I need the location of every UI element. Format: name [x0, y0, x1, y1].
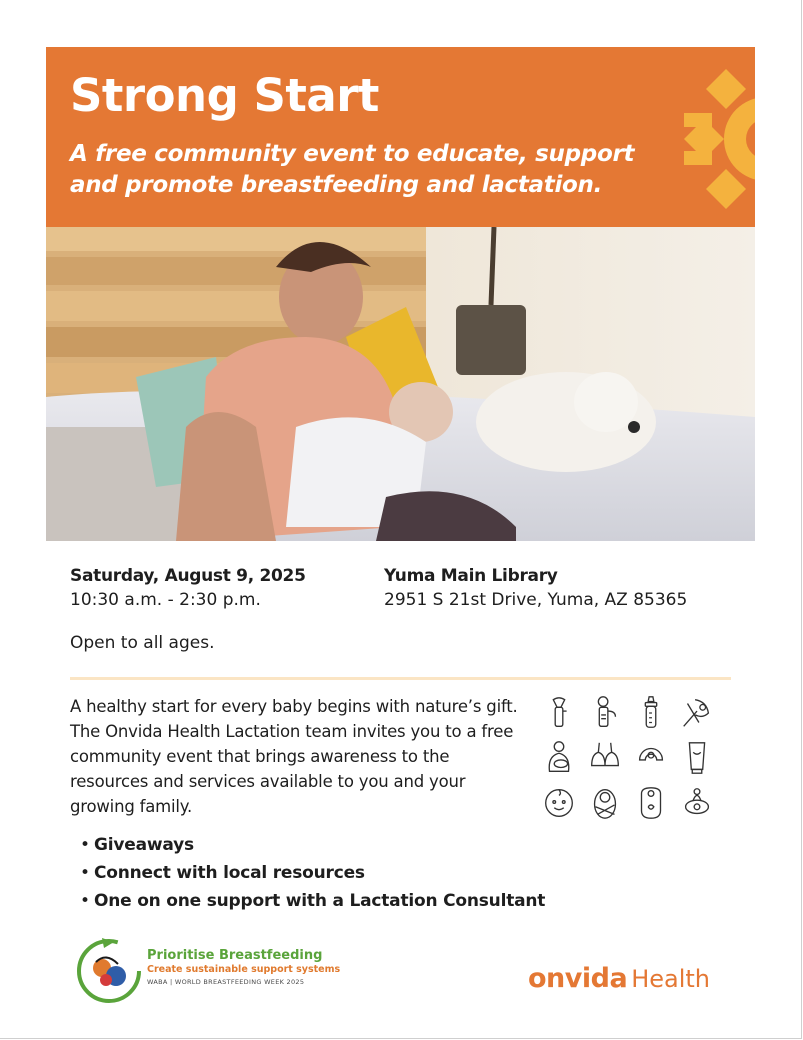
mother-breastfeeding-photo [46, 227, 755, 541]
event-time: 10:30 a.m. - 2:30 p.m. [70, 590, 261, 610]
manual-pump-icon [586, 694, 624, 732]
list-item-label: Giveaways [94, 835, 194, 855]
nursing-hand-icon [678, 694, 716, 732]
page-title: Strong Start [70, 69, 379, 122]
baby-face-icon [540, 784, 578, 822]
brand-health: Health [631, 965, 710, 993]
brand-word: onvida [528, 963, 628, 994]
waba-logo [74, 936, 341, 1006]
page-subtitle: A free community event to educate, support and promote breastfeeding and lactation. [70, 141, 635, 198]
hero-photo [46, 227, 755, 541]
event-audience: Open to all ages. [70, 633, 215, 653]
swaddled-baby-icon [586, 784, 624, 822]
icon-grid [540, 694, 730, 829]
event-description: A healthy start for every baby begins with nature’s gift. The Onvida Health Lactation team invites you to a free community event that brings awareness to the resources and services available to you and your growing family. [70, 697, 518, 816]
waba-week: WABA | WORLD BREASTFEEDING WEEK 2025 [147, 978, 305, 986]
feature-list [80, 831, 545, 915]
pacifier-icon [678, 784, 716, 822]
event-address: 2951 S 21st Drive, Yuma, AZ 85365 [384, 590, 688, 610]
event-datetime [70, 564, 306, 612]
waba-emblem-icon [74, 936, 144, 1006]
baby-bottle-icon [632, 694, 670, 732]
list-item-label: Connect with local resources [94, 863, 365, 883]
section-divider [70, 677, 731, 680]
baby-bib-icon [632, 784, 670, 822]
event-date: Saturday, August 9, 2025 [70, 566, 306, 586]
list-item-label: One on one support with a Lactation Consultant [94, 891, 546, 911]
sun-logo-icon [684, 69, 755, 209]
list-item: • Connect with local resources [80, 863, 365, 883]
list-item: • One on one support with a Lactation Consultant [80, 891, 546, 911]
breastfeeding-mother-icon [540, 739, 578, 777]
nursing-pillow-icon [632, 739, 670, 777]
waba-title: Prioritise Breastfeeding [147, 948, 323, 963]
event-location [384, 564, 687, 612]
event-venue: Yuma Main Library [384, 566, 558, 586]
nursing-bra-icon [586, 739, 624, 777]
waba-subtitle: Create sustainable support systems [147, 964, 341, 975]
list-item: • Giveaways [80, 835, 194, 855]
onvida-health-logo [528, 963, 710, 994]
header-banner [46, 47, 755, 227]
nipple-cream-icon [678, 739, 716, 777]
breast-pump-icon [540, 694, 578, 732]
